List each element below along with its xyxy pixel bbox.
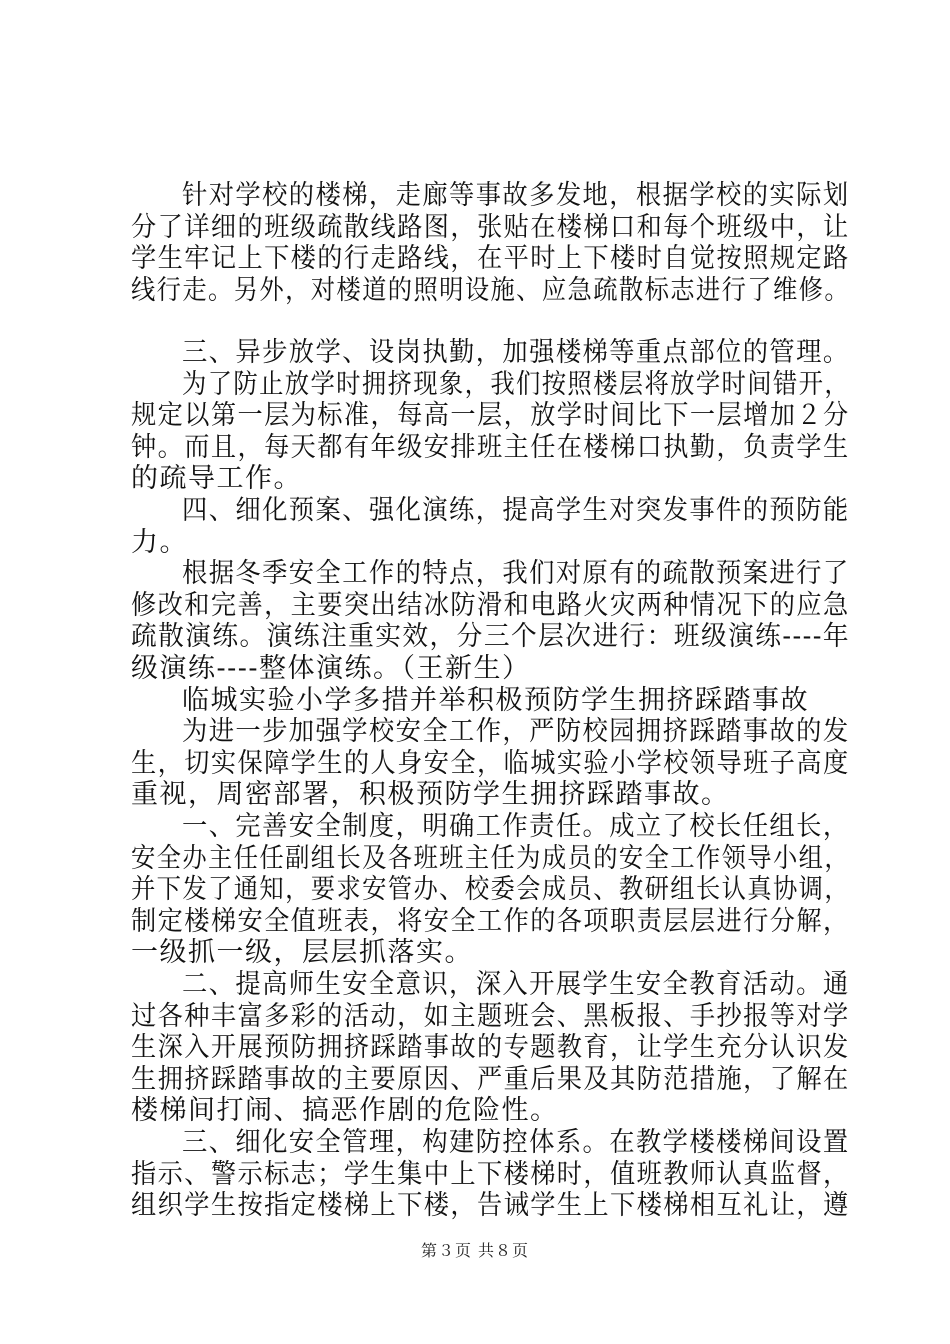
- text-line: 过各种丰富多彩的活动，如主题班会、黑板报、手抄报等对学: [131, 1001, 850, 1032]
- text-line: 学生牢记上下楼的行走路线，在平时上下楼时自觉按照规定路: [131, 243, 850, 274]
- text-line: 分了详细的班级疏散线路图，张贴在楼梯口和每个班级中，让: [131, 212, 850, 243]
- text-line: 规定以第一层为标准，每高一层，放学时间比下一层增加２分: [131, 400, 850, 431]
- text-line: 安全办主任任副组长及各班班主任为成员的安全工作领导小组，: [131, 843, 850, 874]
- text-line: 生，切实保障学生的人身安全，临城实验小学校领导班子高度: [131, 748, 850, 779]
- article-title: 临城实验小学多措并举积极预防学生拥挤踩踏事故: [182, 685, 809, 716]
- text-line: 的疏导工作。: [131, 463, 302, 494]
- text-line: 修改和完善，主要突出结冰防滑和电路火灾两种情况下的应急: [131, 590, 850, 621]
- text-line: 楼梯间打闹、搞恶作剧的危险性。: [131, 1095, 559, 1126]
- text-line: 制定楼梯安全值班表，将安全工作的各项职责层层进行分解，: [131, 906, 850, 937]
- text-line: 为进一步加强学校安全工作，严防校园拥挤踩踏事故的发: [182, 716, 850, 747]
- text-line: 级演练----整体演练。（王新生）: [131, 653, 531, 684]
- page-footer: 第３页 共８页: [420, 1241, 530, 1260]
- text-line: 一级抓一级，层层抓落实。: [131, 937, 473, 968]
- text-line: 疏散演练。演练注重实效，分三个层次进行：班级演练----年: [131, 621, 850, 652]
- text-line: 重视，周密部署，积极预防学生拥挤踩踏事故。: [131, 779, 730, 810]
- text-line: 根据冬季安全工作的特点，我们对原有的疏散预案进行了: [182, 558, 850, 589]
- text-line: 生拥挤踩踏事故的主要原因、严重后果及其防范措施，了解在: [131, 1064, 850, 1095]
- text-line: 线行走。另外，对楼道的照明设施、应急疏散标志进行了维修。: [131, 275, 850, 306]
- text-line: 力。: [131, 527, 188, 558]
- section-heading: 四、细化预案、强化演练，提高学生对突发事件的预防能: [182, 495, 850, 526]
- text-line: 钟。而且，每天都有年级安排班主任在楼梯口执勤，负责学生: [131, 432, 850, 463]
- text-line: 生深入开展预防拥挤踩踏事故的专题教育，让学生充分认识发: [131, 1032, 850, 1063]
- section-heading: 三、细化安全管理，构建防控体系。在教学楼楼梯间设置: [182, 1127, 850, 1158]
- text-line: 组织学生按指定楼梯上下楼，告诫学生上下楼梯相互礼让，遵: [131, 1190, 850, 1221]
- text-line: 为了防止放学时拥挤现象，我们按照楼层将放学时间错开，: [182, 369, 851, 400]
- text-line: 并下发了通知，要求安管办、校委会成员、教研组长认真协调，: [131, 874, 850, 905]
- section-heading: 二、提高师生安全意识，深入开展学生安全教育活动。通: [182, 969, 850, 1000]
- text-line: 指示、警示标志；学生集中上下楼梯时，值班教师认真监督，: [131, 1159, 850, 1190]
- text-line: 针对学校的楼梯，走廊等事故多发地，根据学校的实际划: [182, 180, 850, 211]
- section-heading: 三、异步放学、设岗执勤，加强楼梯等重点部位的管理。: [182, 337, 850, 368]
- section-heading: 一、完善安全制度，明确工作责任。成立了校长任组长，: [182, 811, 850, 842]
